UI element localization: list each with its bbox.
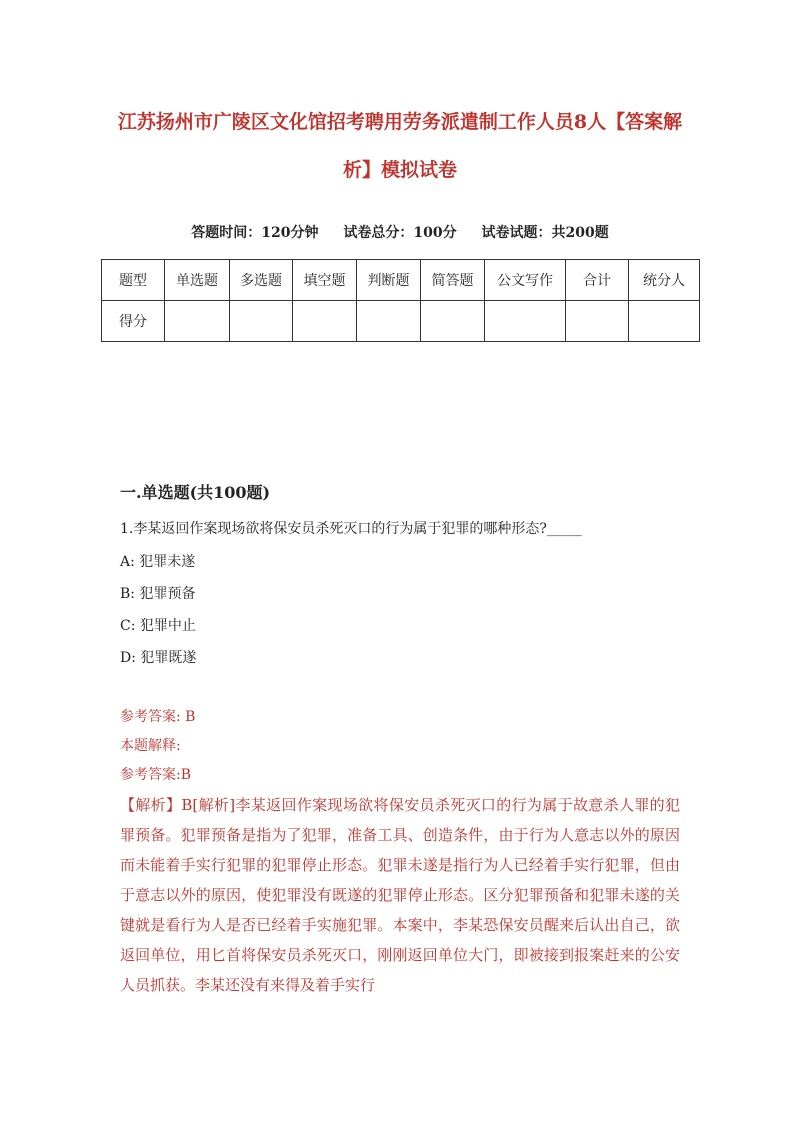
- document-title: 江苏扬州市广陵区文化馆招考聘用劳务派遣制工作人员8人【答案解析】模拟试卷: [117, 111, 683, 181]
- option-c[interactable]: C: 犯罪中止: [120, 618, 196, 634]
- explanation-text: 【解析】B[解析]李某返回作案现场欲将保安员杀死灭口的行为属于故意杀人罪的犯罪预备。犯罪预备是指为了犯罪，准备工具、创造条件，由于行为人意志以外的原因而未能着手实行犯罪的犯罪停止形态。犯罪未遂是指行为人已经着手实行犯罪，但由于意志以外的原因，使犯罪没有既遂的犯罪停止形态。区分犯罪预备和犯罪未遂的关键就是看行为人是否已经着手实施犯罪。本案中，李某恐保安员醒来后认出自己，欲返回单位，用匕首将保安员杀死灭口，刚刚返回单位大门，即被接到报案赶来的公安人员抓获。李某还没有来得及着手实行: [120, 796, 680, 994]
- score-table-score-row: [102, 301, 700, 342]
- exam-question-count: 试卷试题：共200题: [481, 225, 609, 241]
- score-header-cell: 合计: [566, 260, 629, 301]
- score-cell[interactable]: [629, 301, 700, 342]
- score-table: [101, 259, 700, 342]
- option-a[interactable]: A: 犯罪未遂: [120, 554, 196, 570]
- reference-answer: 参考答案: B: [120, 709, 196, 725]
- score-header-cell: 多选题: [230, 260, 293, 301]
- option-b[interactable]: B: 犯罪预备: [120, 586, 196, 602]
- explanation-label: 本题解释:: [120, 738, 181, 754]
- question-options: [120, 546, 196, 674]
- score-header-cell: 判断题: [357, 260, 421, 301]
- exam-meta: [100, 222, 700, 242]
- reference-answer-repeat: 参考答案:B: [120, 767, 192, 783]
- exam-time: 答题时间：120分钟: [191, 225, 319, 241]
- section-title: 一.单选题(共100题): [120, 483, 271, 502]
- score-cell[interactable]: [566, 301, 629, 342]
- score-header-cell: 简答题: [421, 260, 485, 301]
- answer-block: [120, 703, 680, 1000]
- score-cell[interactable]: [165, 301, 230, 342]
- score-header-cell: 统分人: [629, 260, 700, 301]
- score-header-cell: 单选题: [165, 260, 230, 301]
- score-header-cell: 题型: [102, 260, 165, 301]
- option-d[interactable]: D: 犯罪既遂: [120, 650, 197, 666]
- question-text: 1.李某返回作案现场欲将保安员杀死灭口的行为属于犯罪的哪种形态?_____: [120, 521, 582, 537]
- score-cell[interactable]: [485, 301, 566, 342]
- score-row-label: 得分: [102, 301, 165, 342]
- score-cell[interactable]: [293, 301, 357, 342]
- score-cell[interactable]: [230, 301, 293, 342]
- score-header-cell: 公文写作: [485, 260, 566, 301]
- score-cell[interactable]: [357, 301, 421, 342]
- score-table-header-row: [102, 260, 700, 301]
- exam-total-score: 试卷总分：100分: [343, 225, 457, 241]
- score-cell[interactable]: [421, 301, 485, 342]
- score-header-cell: 填空题: [293, 260, 357, 301]
